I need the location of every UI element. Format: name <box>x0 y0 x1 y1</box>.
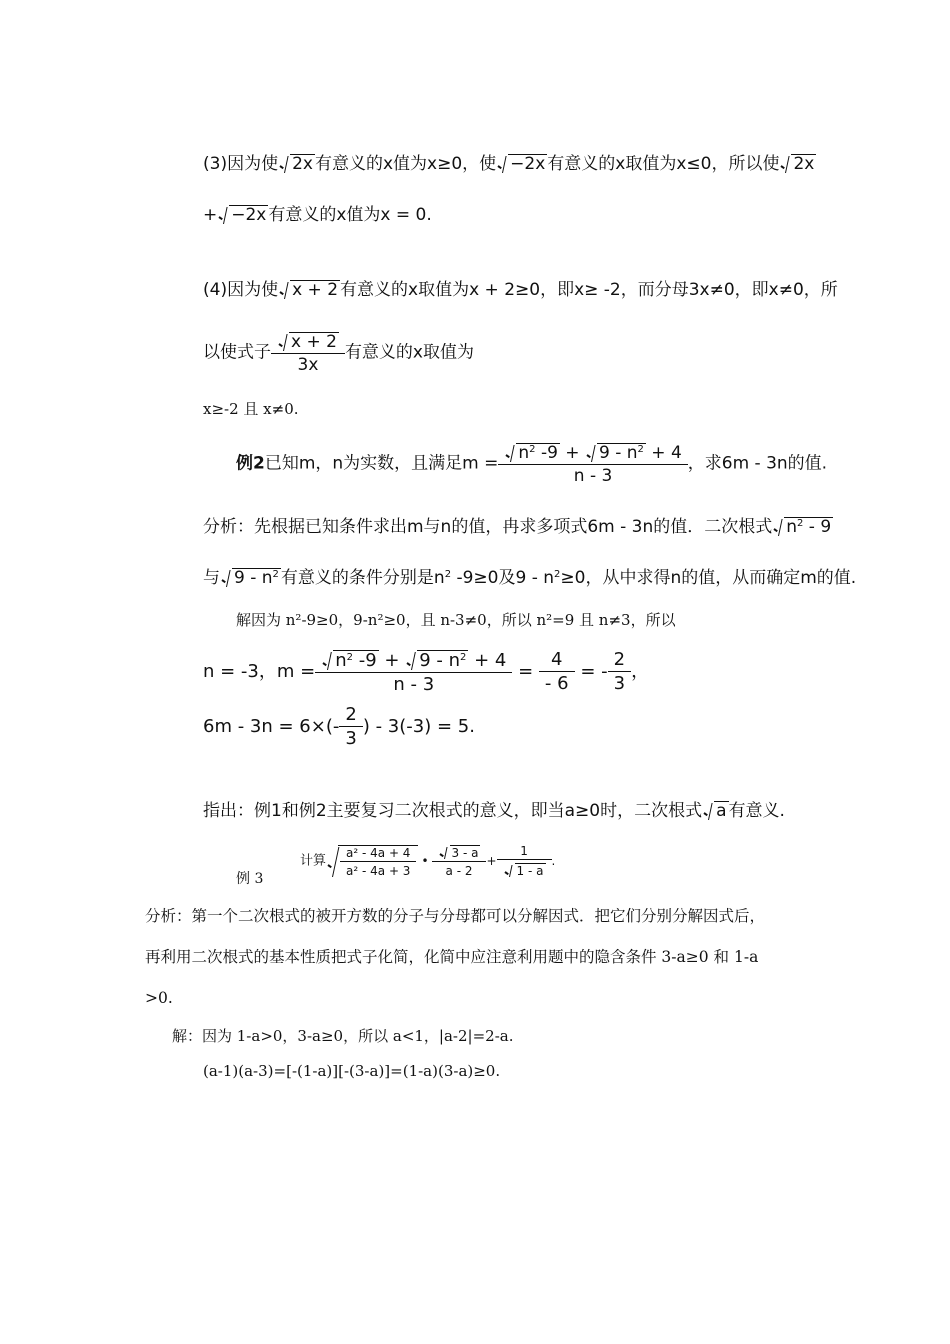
item4-line1: (4)因为使 x + 2 有意义的x取值为x + 2≥0，即x≥ -2，而分母3x≠0，即x≠0，所 <box>203 280 838 300</box>
sqrt-2x-b: 2x <box>781 154 816 173</box>
sqrt-x-plus-2: x + 2 <box>280 280 340 299</box>
analysis2-line1: 分析：先根据已知条件求出m与n的值，冉求多项式6m - 3n的值．二次根式 $n^2 - 9$ <box>203 517 832 537</box>
item4-line3: x≥-2 且 x≠0. <box>203 400 299 418</box>
fraction-sqrt-x2-over-3x: $\frac{x + 2}{3x}$ <box>274 332 342 374</box>
note: 指出：例1和例2主要复习二次根式的意义，即当a≥0时，二次根式 a 有意义. <box>203 801 785 821</box>
item3-line2: + −2x 有意义的x值为x = 0. <box>203 205 432 225</box>
fraction-m: $\frac{n^2 -9 + 9 - n^2 + 4}{n - 3}$ <box>501 443 684 485</box>
analysis3-line2: 再利用二次根式的基本性质把式子化简，化简中应注意利用题中的隐含条件 3-a≥0 和 1-a <box>145 948 759 966</box>
item3-line1: (3)因为使 2x 有意义的x值为x≥0，使 −2x 有意义的x取值为x≤0，所以使 2x <box>203 154 815 174</box>
example2: 例2已知m，n为实数，且满足m = $\frac{n^2 -9 + 9 - n^2 + 4}{n - 3}$ ，求6m - 3n的值. <box>236 443 828 486</box>
solution3-line2: (a-1)(a-3)=[-(1-a)][-(3-a)]=(1-a)(3-a)≥0. <box>203 1062 501 1080</box>
solution2-line2: n = -3，m = $\frac{n^2 -9 + 9 - n^2 + 4}{n - 3}$ = $\frac{4}{- 6}$ = - $\frac{2}{3}$ ， <box>203 649 650 695</box>
analysis3-line3: >0. <box>145 989 173 1007</box>
sqrt-2x: 2x <box>280 154 315 173</box>
sqrt-neg-2x-b: −2x <box>219 205 268 224</box>
example3-expression: 计算 $\frac{\text{a² - 4a + 4}}{\text{a² - 4a + 3}}$ • $\frac{3 - a}{a - 2}$ + $\frac{1}{1 - a}$ . <box>300 844 556 878</box>
analysis2-line2: 与 $9 - n^2$ 有意义的条件分别是$n^2$ -9≥0及$9 - n^2\ge 0$，从中求得n的值，从而确定m的值. <box>203 568 857 588</box>
solution2-line1: 解因为 n²-9≥0，9-n²≥0，且 n-3≠0，所以 n²=9 且 n≠3，所以 <box>236 611 676 629</box>
example3-label: 例 3 <box>236 871 264 887</box>
solution3-line1: 解：因为 1-a>0，3-a≥0，所以 a<1，|a-2|=2-a. <box>172 1027 514 1045</box>
item4-line2: 以使式子 $\frac{x + 2}{3x}$ 有意义的x取值为 <box>203 332 474 375</box>
analysis3-line1: 分析：第一个二次根式的被开方数的分子与分母都可以分解因式．把它们分别分解因式后， <box>145 907 766 925</box>
sqrt-neg-2x: −2x <box>498 154 547 173</box>
solution2-line3: 6m - 3n = 6×(- $\frac{2}{3}$ ) - 3(-3) = 5. <box>203 704 475 749</box>
